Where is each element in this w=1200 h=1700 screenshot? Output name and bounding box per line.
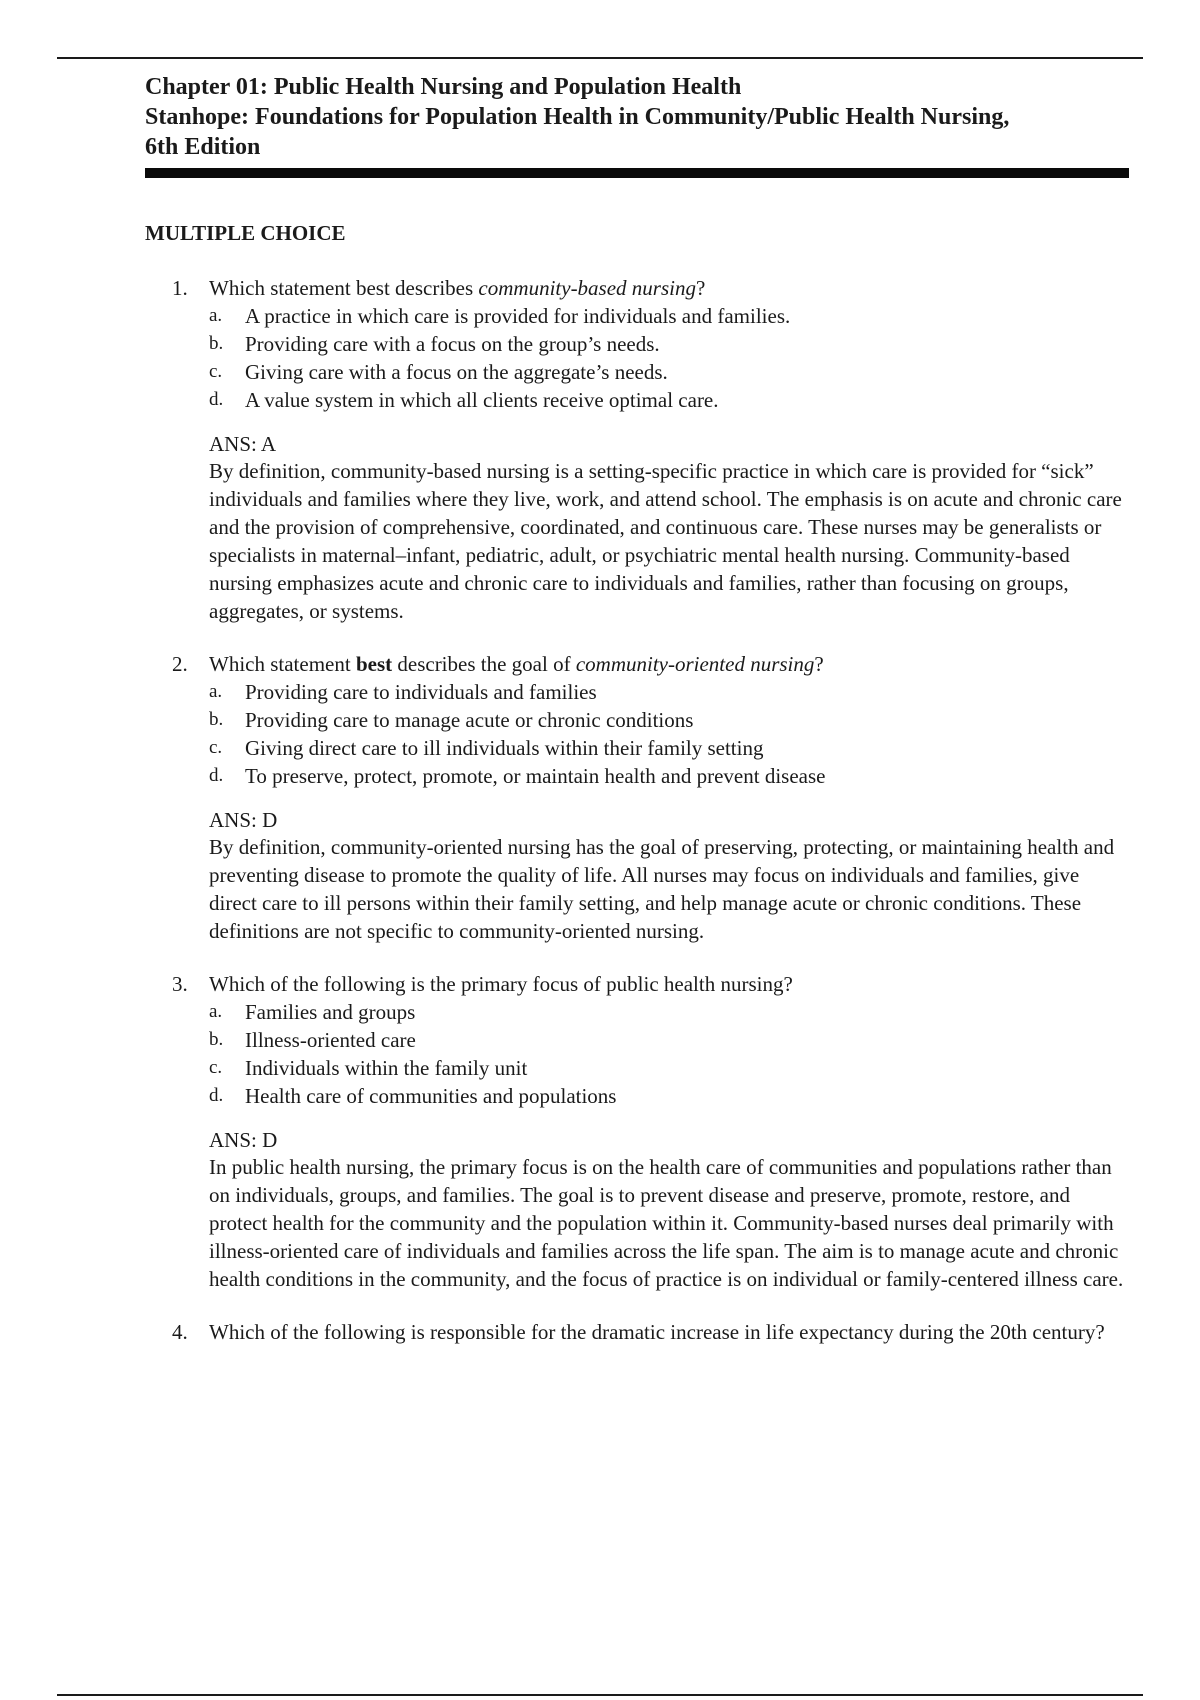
- option-b: [209, 330, 1130, 358]
- question-stem: [209, 275, 1130, 302]
- book-title-line-1: Stanhope: Foundations for Population Health in Community/Public Health Nursing,: [145, 104, 1010, 130]
- option-letter: d.: [209, 1085, 224, 1106]
- answer-rationale: By definition, community-based nursing is a setting-specific practice in which care is provided for “sick” individuals and families where they live, work, and attend school. The emphasis is on acute and chronic care and the provision of comprehensive, coordinated, and continuous care. These nurses may be generalists or specialists in maternal–infant, pediatric, adult, or psychiatric mental health nursing. Community-based nursing emphasizes acute and chronic care to individuals and families, rather than focusing on groups, aggregates, or systems.: [209, 459, 1122, 623]
- stem-text-middle: describes the goal of: [392, 652, 576, 676]
- bottom-page-rule: [57, 1694, 1143, 1696]
- question-stem: Which of the following is the primary focus of public health nursing?: [209, 972, 793, 996]
- option-letter: a.: [209, 1001, 223, 1022]
- option-list: [209, 678, 1130, 790]
- option-list: [209, 998, 1130, 1110]
- stem-emphasis: best: [355, 652, 393, 676]
- option-letter: d.: [209, 765, 224, 786]
- option-text: Providing care to individuals and families: [245, 680, 597, 704]
- stem-term: community-oriented nursing: [575, 652, 815, 676]
- option-c: [209, 358, 1130, 386]
- question-4: [145, 1319, 1130, 1346]
- question-number: 3.: [172, 972, 188, 996]
- question-number: 2.: [172, 652, 188, 676]
- answer-key: ANS: D: [209, 808, 278, 832]
- answer-rationale: In public health nursing, the primary focus is on the health care of communities and populations rather than on individuals, groups, and families. The goal is to prevent disease and preserve, promote, restore, and protect health for the community and the population within it. Community-based nurses deal primarily with illness-oriented care of individuals and families across the life span. The aim is to manage acute and chronic health conditions in the community, and the focus of practice is on individual or family-centered illness care.: [209, 1155, 1124, 1291]
- section-heading: MULTIPLE CHOICE: [145, 221, 346, 245]
- option-letter: d.: [209, 389, 224, 410]
- answer-block: [209, 431, 1130, 625]
- option-letter: c.: [209, 361, 223, 382]
- answer-block: [209, 1127, 1130, 1293]
- answer-rationale: By definition, community-oriented nursing has the goal of preserving, protecting, or maintaining health and preventing disease to promote the quality of life. All nurses may focus on individuals and families, give direct care to ill persons within their family setting, and help manage acute or chronic conditions. These definitions are not specific to community-oriented nursing.: [209, 835, 1115, 943]
- option-text: To preserve, protect, promote, or maintain health and prevent disease: [245, 764, 826, 788]
- question-number: 4.: [172, 1320, 188, 1344]
- option-letter: c.: [209, 737, 223, 758]
- option-text: Providing care to manage acute or chronic conditions: [245, 708, 694, 732]
- stem-end: ?: [814, 652, 824, 676]
- page-content: [145, 72, 1130, 1346]
- option-letter: b.: [209, 333, 224, 354]
- option-text: Giving direct care to ill individuals within their family setting: [245, 736, 764, 760]
- option-letter: a.: [209, 681, 223, 702]
- option-text: Individuals within the family unit: [245, 1056, 528, 1080]
- stem-text: Which statement: [209, 652, 356, 676]
- option-text: Illness-oriented care: [245, 1028, 416, 1052]
- question-number: 1.: [172, 276, 188, 300]
- option-text: A practice in which care is provided for individuals and families.: [245, 304, 791, 328]
- option-d: [209, 1082, 1130, 1110]
- book-title-line-2: 6th Edition: [145, 134, 261, 160]
- option-a: [209, 302, 1130, 330]
- answer-block: [209, 807, 1130, 945]
- option-text: Families and groups: [245, 1000, 416, 1024]
- option-text: Providing care with a focus on the group’s needs.: [245, 332, 660, 356]
- option-d: [209, 386, 1130, 414]
- question-3: [145, 971, 1130, 1293]
- document-header: [145, 72, 1130, 162]
- top-page-rule: [57, 57, 1143, 59]
- option-text: Health care of communities and populations: [245, 1084, 617, 1108]
- chapter-title: Chapter 01: Public Health Nursing and Population Health: [145, 74, 742, 100]
- answer-key: ANS: A: [209, 432, 277, 456]
- question-stem: [209, 651, 1130, 678]
- answer-key: ANS: D: [209, 1128, 278, 1152]
- option-text: A value system in which all clients receive optimal care.: [245, 388, 719, 412]
- question-1: [145, 275, 1130, 625]
- option-letter: b.: [209, 709, 224, 730]
- option-text: Giving care with a focus on the aggregate’s needs.: [245, 360, 668, 384]
- question-stem: Which of the following is responsible for the dramatic increase in life expectancy during the 20th century?: [209, 1320, 1105, 1344]
- option-letter: c.: [209, 1057, 223, 1078]
- header-divider: [145, 168, 1129, 178]
- stem-text: Which statement best describes: [209, 276, 479, 300]
- option-b: [209, 1026, 1130, 1054]
- option-c: [209, 1054, 1130, 1082]
- option-a: [209, 678, 1130, 706]
- option-letter: a.: [209, 305, 223, 326]
- option-letter: b.: [209, 1029, 224, 1050]
- option-b: [209, 706, 1130, 734]
- question-2: [145, 651, 1130, 945]
- option-c: [209, 734, 1130, 762]
- option-list: [209, 302, 1130, 414]
- stem-term: community-based nursing: [478, 276, 696, 300]
- question-list: [145, 275, 1130, 1346]
- stem-end: ?: [695, 276, 706, 300]
- option-a: [209, 998, 1130, 1026]
- option-d: [209, 762, 1130, 790]
